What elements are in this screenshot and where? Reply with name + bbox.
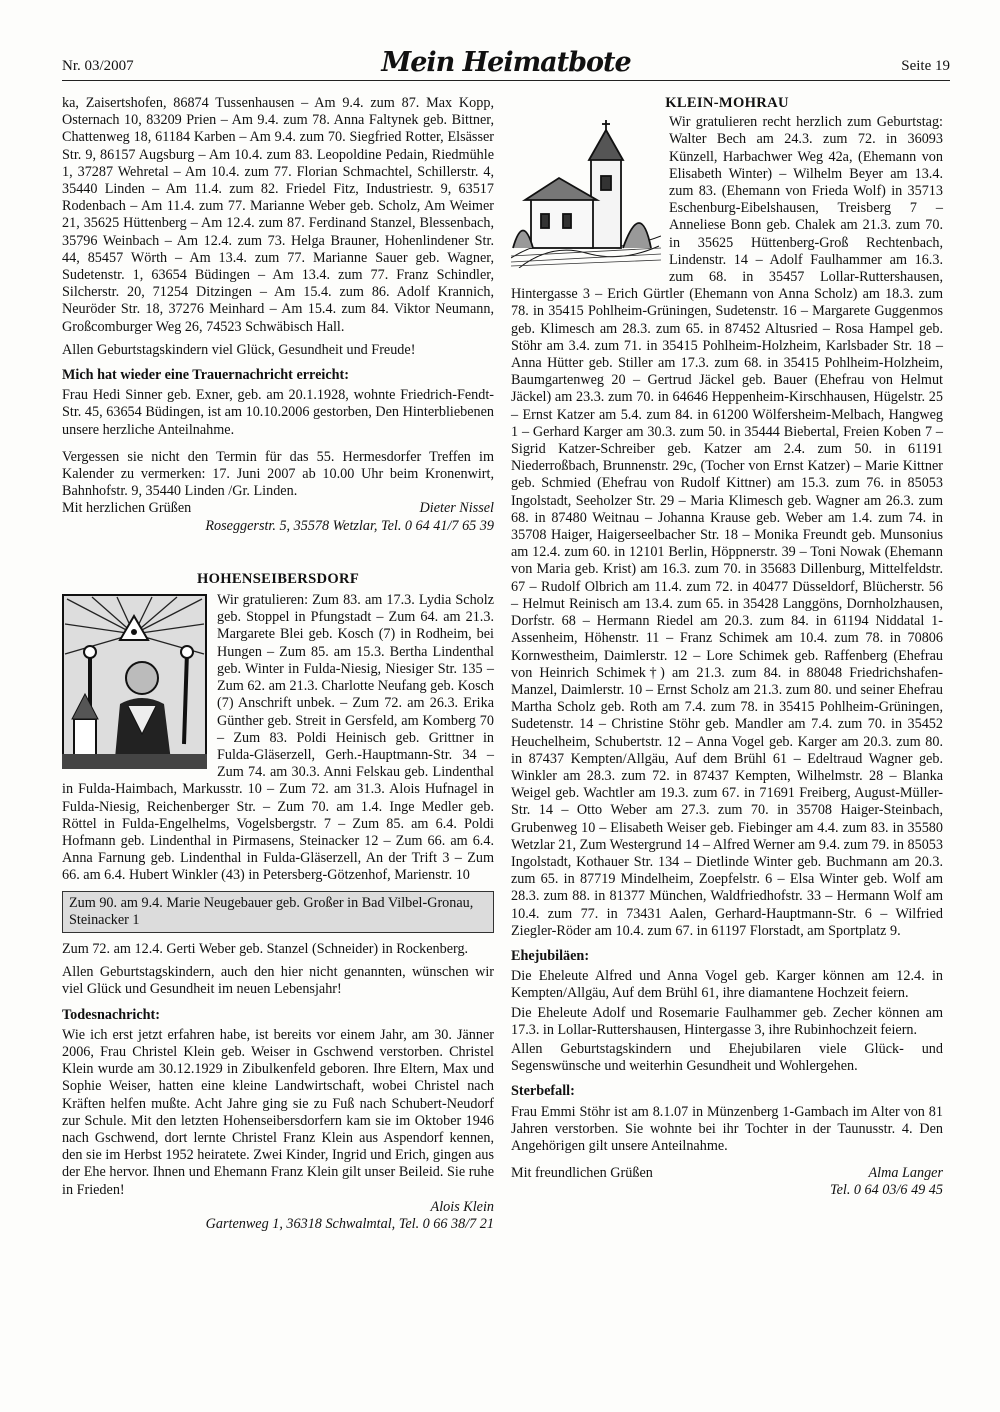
hohenseibersdorf-section [62,592,494,884]
anniversary-wishes: Allen Geburtstagskindern und Ehejubilaren viele Glück- und Segenswünsche und weiterhin Gesundheit und Wohlergehen. [511,1040,943,1075]
left-column [62,95,494,1233]
mourning-heading: Mich hat wieder eine Trauernachricht erreicht: [62,367,349,384]
greeting: Mit herzlichen Grüßen [62,500,192,517]
klein-mohrau-text: Wir gratulieren recht herzlich zum Geburtstag: Walter Bech am 24.3. zum 72. in 36093 Künzell, Harbachwer Weg 42a, (Ehemann von Elisabeth Winter) – Wilhelm Beyer am 13.4. zum 83. (Ehemann von Frieda Wolf) in 35713 Eschenburg-Eibelshausen, Treisberg 7 – Anneliese Bonn geb. Chalek am 21.3. zum 70. in 35625 Hüttenberg-Groß Rechtenbach, Lindenstr. 14 – Adolf Faulhammer am 16.3. zum 68. in 35457 Lollar-Ruttershausen, Hintergasse 3 – Erich Gürtler (Ehemann von Anna Scholz) am 18.3. zum 78. in 35415 Pohlheim-Grüningen, Sudetenstr. 16 – Margarete Guggenmos geb. Klimesch am 28.3. zum 65. in 87452 Altusried – Rosa Hampel geb. Stöhr am 3.4. zum 71. in 35415 Pohlheim-Holzheim, Karlsbader Str. 18 – Anna Hütter geb. Stiller am 17.3. zum 68. in 35415 Pohlheim-Holzheim, Baumgartenweg 20 – Gertrud Jäckel geb. Bauer (Ehefrau von Helmut Jäckel) am 23.3. zum 70. in 64646 Heppenheim-Kirschhausen, Hügelstr. 25 – Ernst Katzer am 5.4. zum 84. in 61200 Wölfersheim-Melbach, Hangweg 1 – Gerhard Karger am 30.3. zum 50. in 35444 Biebertal, Freien Koben 7 – Sigrid Katzer-Schreiber geb. Katzer am 2.4. zum 50. in 61191 Niederroßbach, Brunnenstr. 29c, (Tocher von Ernst Katzer) – Marie Kittner geb. Schmied (Ehefrau von Rudolf Kittner) am 15.3. zum 76. in 85053 Ingolstadt, Seeholzer Str. 29 – Maria Klimesch geb. Wagner am 26.3. zum 68. in 87480 Weitnau – Johanna Krause geb. Weber am 1.4. zum 74. in 35708 Haiger, Haigerseelbacher Str. 18 – Monika Freundt geb. Munsonius am 12.4. zum 60. in 12101 Berlin, Höppnerstr. 39 – Toni Nowak (Ehemann von Maria geb. Krist) am 16.3. zum 70. in 35683 Dillenburg, Mittelfeldstr. 67 – Rudolf Olbrich am 11.4. zum 72. in 40477 Düsseldorf, Blücherstr. 56 – Helmut Reinisch am 13.4. zum 65. in 35428 Langgöns, Dornholzhausen, Dorfstr. 68 – Hermann Riedel am 20.3. zum 84. in 61194 Niddatal 1-Assenheim, Höhenstr. 11 – Franz Schimek am 10.4. zum 78. in 70806 Kornwestheim, Daimlerstr. 12 – Lore Schimek geb. Raffenberg (Ehefrau von Heinrich Schimek†) am 21.3. zum 84. in 88048 Friedrichshafen-Manzel, Daimlerstr. 10 – Ernst Scholz am 21.3. zum 80. und seiner Ehefrau Martha Scholz geb. Roth am 7.4. zum 78. in 35415 Pohlheim-Grüningen, Sudetenstr. 14 – Christine Stöhr geb. Mandler am 7.4. zum 70. in 35452 Heuchelheim, Schubertstr. 12 – Anna Vogel geb. Karger am 20.3. zum 80. in 87437 Kempten/Allgäu, Auf dem Brühl 61 – Edeltraud Wagner geb. Winkler am 28.3. zum 72. in 87437 Kempten, Wilhelmstr. 28 – Blanka Weigel geb. Wachtler am 19.3. zum 67. in 71691 Freiberg, August-Müller-Str. 14 – Otto Weber am 27.3. zum 70. in 35708 Haiger-Steinbach, Grubenweg 10 – Elisabeth Weiser geb. Fiebinger am 4.4. zum 83. in 35580 Wetzlar 21, Zum Westergrund 14 – Alfred Werner am 9.4. zum 79. in 85053 Ingolstadt, Kothauer Str. 134 – Dietlinde Winter geb. Buchmann am 20.3. zum 65. in 87719 Mindelheim, Zoepfelstr. 6 – Elsa Winter geb. Wolf am 28.3. zum 88. in 81377 München, Waldfriedhofstr. 33 – Hermann Wolf am 10.4. zum 77. in 73431 Aalen, Gerhard-Hauptmann-Str. 6 – Wilfried Ziegler-Röder am 10.4. zum 67. in 61197 Florstadt, am Sportplatz 9. [511,114,943,939]
author-name: Dieter Nissel [419,500,494,517]
highlight-box: Zum 90. am 9.4. Marie Neugebauer geb. Großer in Bad Vilbel-Gronau, Steinacker 1 [62,891,494,933]
birthday-wishes-2: Allen Geburtstagskindern, auch den hier nicht genannten, wünschen wir viel Glück und Gesundheit im neuen Lebensjahr! [62,964,494,998]
section-heading-klein-mohrau: KLEIN-MOHRAU [665,95,789,111]
birthday-list-continued: ka, Zaisertshofen, 86874 Tussenhausen – Am 9.4. zum 87. Max Kopp, Osternach 10, 83209 Prien – Am 9.4. zum 78. Anna Faltynek geb. Bittner, Chattenweg 18, 61184 Karben – Am 9.4. zum 70. Siegfried Rotter, Elsässer Str. 9, 86157 Augsburg – Am 10.4. zum 83. Leopoldine Pedain, Riedmühle 1, 37287 Wehretal – Am 10.4. zum 77. Florian Schmachtel, Schillerstr. 4, 35440 Linden – Am 11.4. zum 82. Friedel Fitz, Industriestr. 9, 63517 Rodenbach – Am 11.4. zum 77. Marianne Weber geb. Scholz, Am Weimer 21, 35625 Hüttenberg – Am 12.4. zum 87. Ferdinand Stanzel, Blessenbach, 35796 Weinbach – Am 12.4. zum 73. Helga Brauner, Hohenlindener Str. 44, 85457 Wörth – Am 13.4. zum 77. Marianne Sauer geb. Wagner, Sudetenstr. 1, 63654 Büdingen – Am 13.4. zum 77. Franz Schindler, Silcherstr. 20, 71254 Ditzingen – Am 15.4. zum 86. Adolf Krannich, Neuröder Str. 18, 37276 Meinhard – Am 15.4. zum 84. Viktor Neumann, Großcomburger Weg 26, 74523 Schwäbisch Hall. [62,95,494,335]
author-phone-right: Tel. 0 64 03/6 49 45 [830,1182,943,1199]
newspaper-title: Mein Heimatbote [381,47,631,78]
klein-mohrau-section [511,114,943,940]
obituary-text: Wie ich erst jetzt erfahren habe, ist bereits vor einem Jahr, am 30. Jänner 2006, Frau Christel Klein geb. Weiser in Gschwend verstorben. Christel Klein wurde am 30.12.1929 in Zibulkenfeld geboren. Ihre Eltern, Max und Sophie Weiser, hatten eine kleine Landwirtschaft, wobei Christel nach Kräften helfen mußte. Acht Jahre ging sie zu Fuß nach Schubert-Neudorf zur Schule. Mit den letzten Hohenseibersdorfern kam sie im Oktober 1946 nach Gschwend, dort lernte Christel Franz Klein aus Aspendorf kennen, den sie im Herbst 1952 heiratete. Zwei Kinder, Ingrid und Erich, gingen aus der Ehe hervor. Ihnen und Ehemann Franz Klein gilt unser Beileid. Sie ruhe in Frieden! [62,1026,494,1198]
birthday-entry: Zum 72. am 12.4. Gerti Weber geb. Stanzel (Schneider) in Rockenberg. [62,940,469,957]
author-name-right: Alma Langer [868,1165,943,1182]
page-header [62,47,950,81]
section-heading-hohenseibersdorf: HOHENSEIBERSDORF [196,570,360,587]
mourning-text: Frau Hedi Sinner geb. Exner, geb. am 20.1.1928, wohnte Friedrich-Fendt-Str. 45, 63654 Büdingen, ist am 10.10.2006 gestorben, Den Hinterbliebenen unsere herzliche Anteilnahme. [62,387,494,438]
meeting-reminder: Vergessen sie nicht den Termin für das 55. Hermesdorfer Treffen im Kalender zu vermerken: 17. Juni 2007 ab 10.00 Uhr beim Kronenwirt, Bahnhofstr. 9, 35440 Linden /Gr. Linden. [62,448,494,500]
church-illustration [511,118,661,268]
greeting-right: Mit freundlichen Grüßen [511,1165,653,1182]
signature-row-right [511,1165,943,1182]
signature-row [62,500,494,517]
author-address: Roseggerstr. 5, 35578 Wetzlar, Tel. 0 64 41/7 65 39 [205,517,494,534]
page-number: Seite 19 [901,58,950,74]
hohenseibersdorf-text: Wir gratulieren: Zum 83. am 17.3. Lydia Scholz geb. Stoppel in Pfungstadt – Zum 64. am 21.3. Margarete Blei geb. Kosch (7) in Rodheim, bei Hungen – Zum 85. am 15.3. Bertha Lindenthal geb. Winter in Fulda-Niesig, Niesiger Str. 135 – Zum 62. am 21.3. Charlotte Neufang geb. Kosch (7) Anschrift unbek. – Zum 72. am 26.3. Erika Günther geb. Streit in Gersfeld, am Komberg 70 – Zum 83. Poldi Heinisch geb. Grittner in Fulda-Gläserzell, Gerh.-Hauptmann-Str. 34 – Zum 74. am 30.3. Anni Felskau geb. Lindenthal in Fulda-Haimbach, Markusstr. 10 – Zum 72. am 31.3. Alois Hufnagel in Fulda-Niesig, Reichenberger Str. – Zum 70. am 1.4. Inge Medler geb. Röttel in Fulda-Engelhelms, Vogelsbergstr. 7 – Zum 85. am 6.4. Poldi Hofmann geb. Lindenthal in Pirmasens, Steinacker 12 – Zum 66. am 6.4. Anna Farnung geb. Lindenthal in Fulda-Gläserzell, An der Trift 3 – Zum 66. am 6.4. Hubert Winkler (43) in Petersberg-Götzenhof, Marienstr. 10 [62,592,494,884]
birthday-wishes: Allen Geburtstagskindern viel Glück, Gesundheit und Freude! [62,341,416,358]
anniversary-heading: Ehejubiläen: [511,947,590,964]
obituary-author: Alois Klein [430,1198,494,1215]
right-column [511,95,943,1200]
anniversary-text-1: Die Eheleute Alfred und Anna Vogel geb. Karger können am 12.4. in Kempten/Allgäu, Auf dem Brühl 61, ihre diamantene Hochzeit feiern. [511,968,943,1002]
death-heading: Sterbefall: [511,1083,575,1100]
obituary-address: Gartenweg 1, 36318 Schwalmtal, Tel. 0 66 38/7 21 [205,1215,494,1232]
obituary-heading: Todesnachricht: [62,1006,161,1023]
anniversary-text-2: Die Eheleute Adolf und Rosemarie Faulhammer geb. Zecher können am 17.3. in Lollar-Ruttershausen, Hintergasse 3, ihre Rubinhochzeit feiern. [511,1004,943,1038]
issue-number: Nr. 03/2007 [62,58,134,74]
death-text: Frau Emmi Stöhr ist am 8.1.07 in Münzenberg 1-Gambach im Alter von 81 Jahren verstorben. Sie wohnte bei ihr Tochter in der Taunusstr. 4. Den Angehörigen gilt unsere Anteilnahme. [511,1103,943,1154]
saint-woodcut-illustration [62,594,207,769]
